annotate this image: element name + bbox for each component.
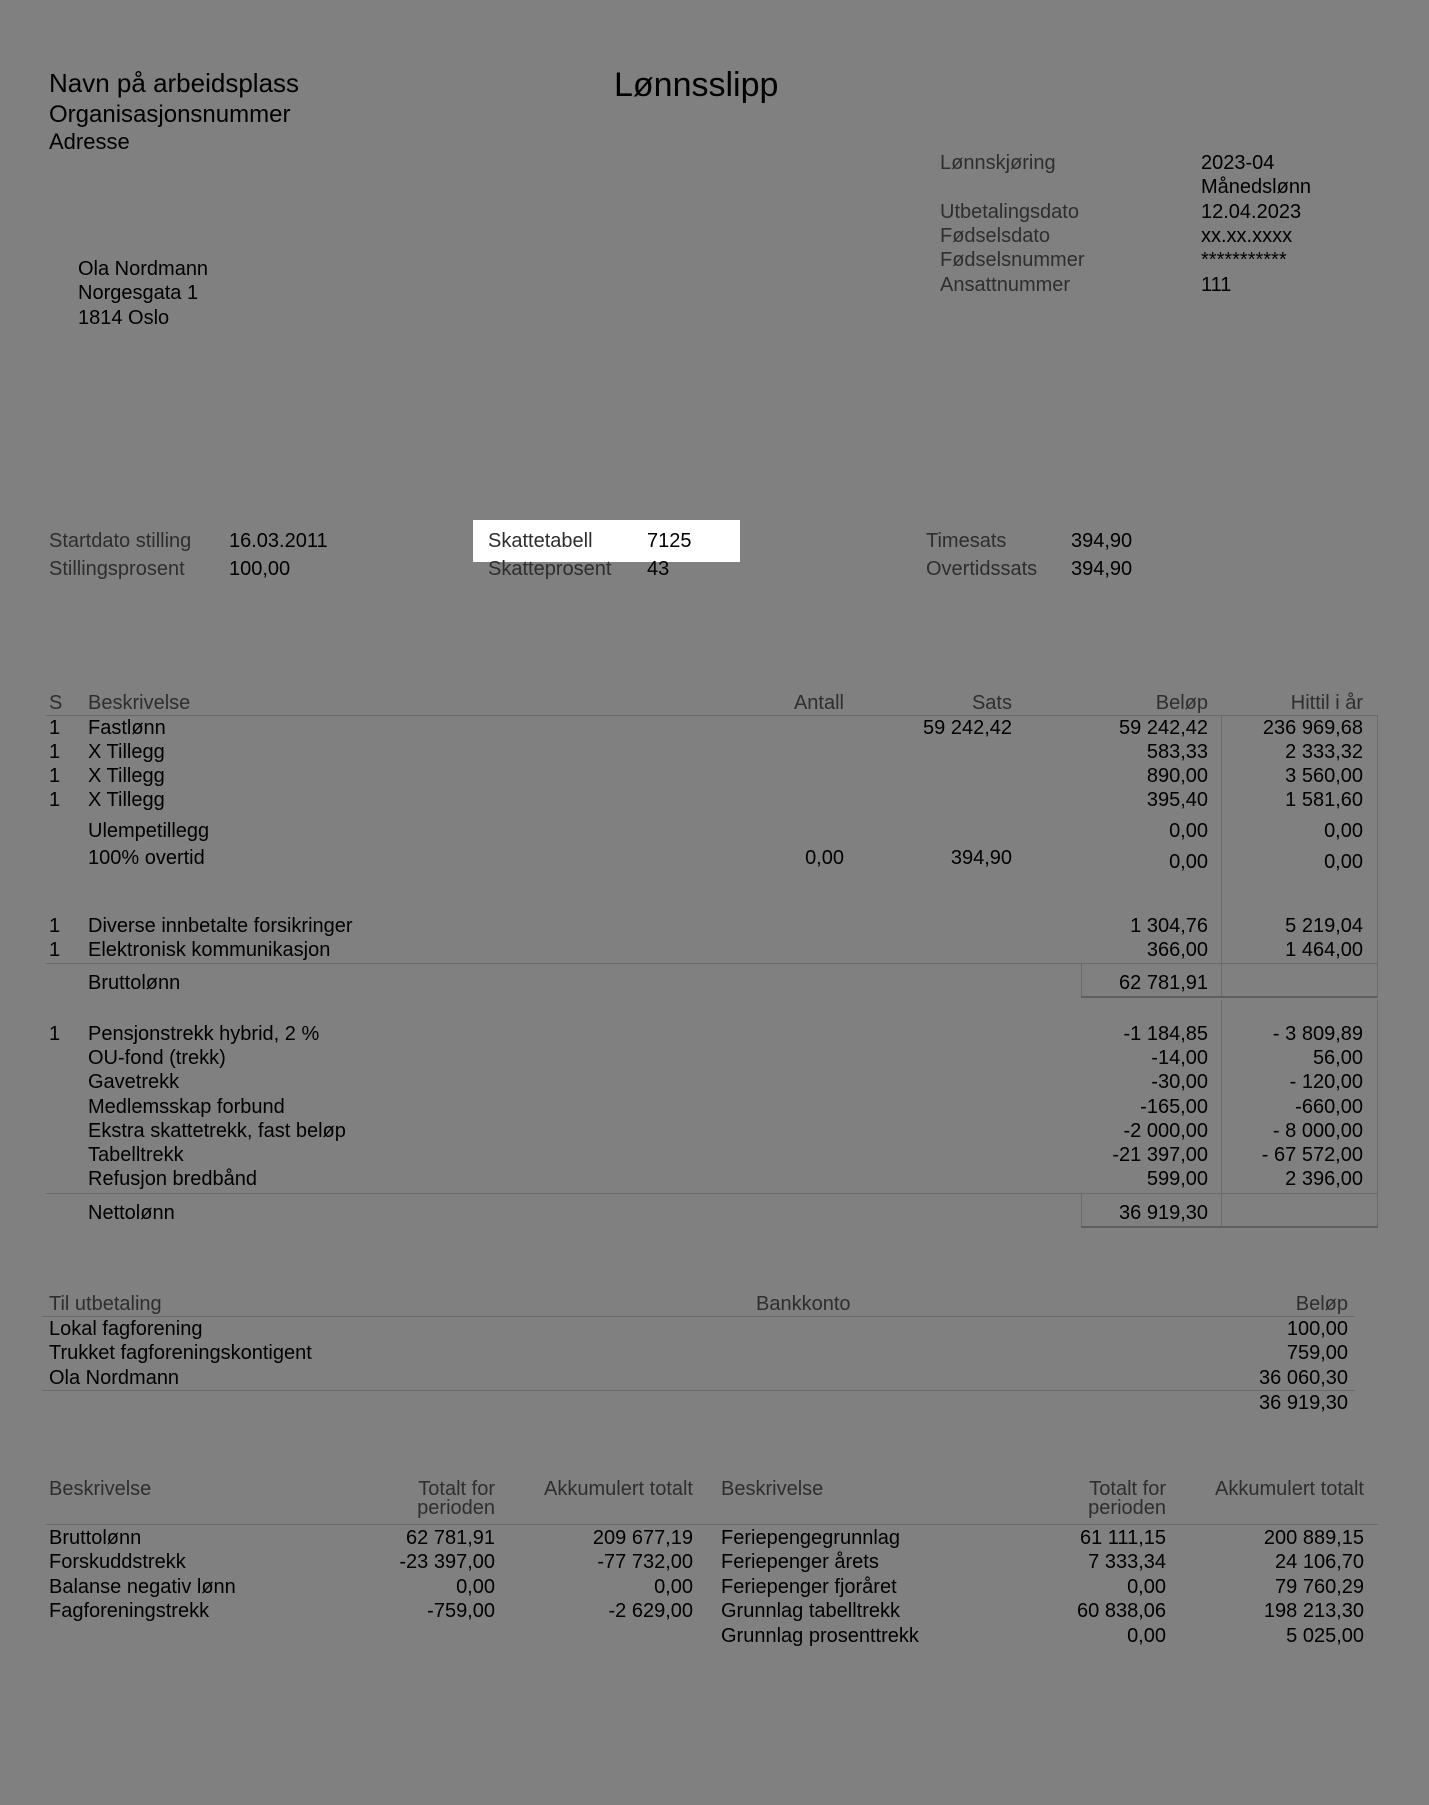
row-belop: -21 397,00 bbox=[1112, 1144, 1208, 1166]
row-belop: 366,00 bbox=[1146, 939, 1208, 961]
summary-label: Forskuddstrekk bbox=[49, 1551, 186, 1573]
hourly-rate-value: 394,90 bbox=[1071, 530, 1133, 552]
summary-row bbox=[0, 1527, 1429, 1551]
row-belop: 0,00 bbox=[1169, 820, 1208, 842]
row-hittil: - 3 809,89 bbox=[1272, 1023, 1363, 1045]
header-s: S bbox=[49, 692, 63, 714]
row-desc: Fastlønn bbox=[88, 717, 166, 739]
summary-accum: 24 106,70 bbox=[1275, 1551, 1364, 1573]
header-hittil: Hittil i år bbox=[1290, 692, 1363, 714]
row-belop: -165,00 bbox=[1140, 1096, 1208, 1118]
table-row bbox=[0, 1023, 1429, 1047]
payout-amount: 100,00 bbox=[1286, 1318, 1348, 1340]
payout-total-divider bbox=[42, 1390, 1355, 1391]
payout-header-label: Til utbetaling bbox=[49, 1293, 162, 1315]
gross-underline bbox=[1081, 996, 1378, 998]
row-belop: 59 242,42 bbox=[1119, 717, 1208, 739]
meta-row-utbetalingsdato bbox=[940, 201, 1340, 225]
table-row bbox=[0, 741, 1429, 765]
table-row bbox=[0, 717, 1429, 741]
payout-row bbox=[0, 1367, 1429, 1391]
hourly-rate-label: Timesats bbox=[926, 530, 1007, 552]
header-belop: Beløp bbox=[1155, 692, 1208, 714]
row-hittil: 1 581,60 bbox=[1285, 789, 1363, 811]
row-belop: 583,33 bbox=[1146, 741, 1208, 763]
payout-total-row bbox=[0, 1392, 1429, 1416]
table-row bbox=[0, 1144, 1429, 1168]
meta-value: xx.xx.xxxx bbox=[1201, 225, 1293, 247]
table-row bbox=[0, 765, 1429, 789]
row-hittil: - 67 572,00 bbox=[1261, 1144, 1363, 1166]
meta-value: Månedslønn bbox=[1201, 176, 1312, 198]
row-desc: Gavetrekk bbox=[88, 1071, 180, 1093]
row-desc: Medlemsskap forbund bbox=[88, 1096, 285, 1118]
gross-amount: 62 781,91 bbox=[1119, 972, 1208, 994]
header-sats: Sats bbox=[971, 692, 1012, 714]
summary-row bbox=[0, 1551, 1429, 1575]
summary-header-line2 bbox=[0, 1497, 1429, 1521]
net-amount: 36 919,30 bbox=[1119, 1202, 1208, 1224]
summary-label: Feriepenger årets bbox=[721, 1551, 879, 1573]
summary-accum: 79 760,29 bbox=[1275, 1576, 1364, 1598]
summary-header-divider bbox=[46, 1524, 1378, 1525]
tax-table-label: Skattetabell bbox=[488, 530, 593, 552]
row-desc: Pensjonstrekk hybrid, 2 % bbox=[88, 1023, 320, 1045]
row-hittil: 0,00 bbox=[1324, 851, 1363, 873]
summary-header-accum: Akkumulert totalt bbox=[544, 1478, 693, 1500]
summary-accum: -77 732,00 bbox=[597, 1551, 693, 1573]
summary-header-accum: Akkumulert totalt bbox=[1215, 1478, 1364, 1500]
row-desc: OU-fond (trekk) bbox=[88, 1047, 226, 1069]
table-row bbox=[0, 789, 1429, 813]
summary-label: Grunnlag prosenttrekk bbox=[721, 1625, 919, 1647]
table-row bbox=[0, 847, 1429, 871]
row-belop: 0,00 bbox=[1169, 851, 1208, 873]
row-hittil: 236 969,68 bbox=[1262, 717, 1363, 739]
start-date-value: 16.03.2011 bbox=[229, 530, 328, 552]
payout-row bbox=[0, 1342, 1429, 1366]
summary-accum: -2 629,00 bbox=[608, 1600, 693, 1622]
table-row bbox=[0, 939, 1429, 963]
meta-row-fodselsdato bbox=[940, 225, 1340, 249]
summary-label: Feriepenger fjoråret bbox=[721, 1576, 897, 1598]
row-belop: -2 000,00 bbox=[1123, 1120, 1208, 1142]
header-divider bbox=[46, 715, 1378, 716]
meta-value: *********** bbox=[1201, 249, 1287, 271]
row-belop: -14,00 bbox=[1151, 1047, 1208, 1069]
summary-header-period: Totalt for bbox=[418, 1478, 495, 1500]
table-row bbox=[0, 1071, 1429, 1095]
row-belop: 890,00 bbox=[1146, 765, 1208, 787]
row-s: 1 bbox=[49, 939, 61, 961]
summary-row bbox=[0, 1625, 1429, 1649]
summary-period: 60 838,06 bbox=[1077, 1600, 1166, 1622]
payout-header-amount: Beløp bbox=[1295, 1293, 1348, 1315]
divider bbox=[46, 963, 1378, 964]
row-s: 1 bbox=[49, 1023, 61, 1045]
summary-accum: 209 677,19 bbox=[592, 1527, 693, 1549]
payout-amount: 759,00 bbox=[1286, 1342, 1348, 1364]
row-belop: 395,40 bbox=[1146, 789, 1208, 811]
row-hittil: - 120,00 bbox=[1289, 1071, 1363, 1093]
recipient-name: Ola Nordmann bbox=[78, 258, 209, 280]
meta-value: 2023-04 bbox=[1201, 152, 1275, 174]
row-hittil: -660,00 bbox=[1295, 1096, 1363, 1118]
summary-label: Bruttolønn bbox=[49, 1527, 142, 1549]
row-hittil: 5 219,04 bbox=[1285, 915, 1363, 937]
row-desc: X Tillegg bbox=[88, 765, 165, 787]
summary-period: 0,00 bbox=[1127, 1625, 1166, 1647]
row-belop: -1 184,85 bbox=[1123, 1023, 1208, 1045]
company-name: Navn på arbeidsplass bbox=[49, 68, 300, 98]
meta-value: 111 bbox=[1201, 274, 1232, 296]
meta-label: Utbetalingsdato bbox=[940, 201, 1079, 223]
table-row bbox=[0, 915, 1429, 939]
row-hittil: 3 560,00 bbox=[1285, 765, 1363, 787]
divider bbox=[46, 1193, 1378, 1194]
payout-total: 36 919,30 bbox=[1259, 1392, 1348, 1414]
row-s: 1 bbox=[49, 789, 61, 811]
summary-period: -23 397,00 bbox=[399, 1551, 495, 1573]
position-percent-label: Stillingsprosent bbox=[49, 558, 185, 580]
summary-accum: 5 025,00 bbox=[1286, 1625, 1364, 1647]
meta-row-lonnskjoring bbox=[940, 152, 1340, 176]
summary-header-desc: Beskrivelse bbox=[721, 1478, 824, 1500]
payout-label: Ola Nordmann bbox=[49, 1367, 180, 1389]
row-s: 1 bbox=[49, 741, 61, 763]
summary-accum: 0,00 bbox=[654, 1576, 693, 1598]
row-desc: X Tillegg bbox=[88, 789, 165, 811]
overtime-rate-value: 394,90 bbox=[1071, 558, 1133, 580]
payout-label: Trukket fagforeningskontigent bbox=[49, 1342, 312, 1364]
gross-label: Bruttolønn bbox=[88, 972, 181, 994]
row-hittil: 2 396,00 bbox=[1285, 1168, 1363, 1190]
summary-period: 7 333,34 bbox=[1088, 1551, 1166, 1573]
summary-accum: 200 889,15 bbox=[1263, 1527, 1364, 1549]
payout-header bbox=[0, 1293, 1429, 1317]
table-row bbox=[0, 1120, 1429, 1144]
row-desc: Diverse innbetalte forsikringer bbox=[88, 915, 353, 937]
summary-period: 0,00 bbox=[1127, 1576, 1166, 1598]
overtime-rate-label: Overtidssats bbox=[926, 558, 1038, 580]
row-hittil: 1 464,00 bbox=[1285, 939, 1363, 961]
meta-label: Ansattnummer bbox=[940, 274, 1071, 296]
row-belop: 1 304,76 bbox=[1130, 915, 1208, 937]
row-desc: Ekstra skattetrekk, fast beløp bbox=[88, 1120, 346, 1142]
summary-label: Grunnlag tabelltrekk bbox=[721, 1600, 900, 1622]
row-desc: Refusjon bredbånd bbox=[88, 1168, 258, 1190]
company-address: Adresse bbox=[49, 129, 130, 154]
row-sats: 59 242,42 bbox=[923, 717, 1012, 739]
row-hittil: 0,00 bbox=[1324, 820, 1363, 842]
tax-percent-label: Skatteprosent bbox=[488, 558, 612, 580]
meta-value: 12.04.2023 bbox=[1201, 201, 1302, 223]
summary-label: Fagforeningstrekk bbox=[49, 1600, 210, 1622]
row-hittil: 56,00 bbox=[1312, 1047, 1363, 1069]
header-antall: Antall bbox=[793, 692, 844, 714]
meta-label: Lønnskjøring bbox=[940, 152, 1056, 174]
summary-label: Balanse negativ lønn bbox=[49, 1576, 236, 1598]
header-desc: Beskrivelse bbox=[88, 692, 191, 714]
recipient-city: 1814 Oslo bbox=[78, 307, 170, 329]
row-desc: X Tillegg bbox=[88, 741, 165, 763]
summary-header-desc: Beskrivelse bbox=[49, 1478, 152, 1500]
summary-period: -759,00 bbox=[427, 1600, 495, 1622]
page-title: Lønnsslipp bbox=[614, 66, 779, 104]
meta-label: Fødselsnummer bbox=[940, 249, 1085, 271]
summary-period: 62 781,91 bbox=[406, 1527, 495, 1549]
table-row bbox=[0, 1096, 1429, 1120]
table-row bbox=[0, 1047, 1429, 1071]
net-label: Nettolønn bbox=[88, 1202, 175, 1224]
payout-header-divider bbox=[42, 1316, 1355, 1317]
payout-header-account: Bankkonto bbox=[756, 1293, 851, 1315]
summary-label: Feriepengegrunnlag bbox=[721, 1527, 901, 1549]
summary-header-period-2: perioden bbox=[417, 1497, 495, 1519]
tax-table-value: 7125 bbox=[647, 530, 692, 552]
row-belop: -30,00 bbox=[1151, 1071, 1208, 1093]
summary-period: 61 111,15 bbox=[1079, 1527, 1166, 1549]
row-hittil: 2 333,32 bbox=[1285, 741, 1363, 763]
table-header bbox=[0, 692, 1429, 716]
table-row bbox=[0, 1168, 1429, 1192]
org-number: Organisasjonsnummer bbox=[49, 101, 291, 128]
meta-row-fodselsnummer bbox=[940, 249, 1340, 273]
row-antall: 0,00 bbox=[805, 847, 844, 869]
summary-header-period-2: perioden bbox=[1088, 1497, 1166, 1519]
row-desc: 100% overtid bbox=[88, 847, 205, 869]
table-row bbox=[0, 820, 1429, 844]
row-s: 1 bbox=[49, 915, 61, 937]
meta-row-type bbox=[940, 176, 1340, 200]
row-desc: Ulempetillegg bbox=[88, 820, 210, 842]
row-s: 1 bbox=[49, 717, 61, 739]
row-desc: Tabelltrekk bbox=[88, 1144, 184, 1166]
row-s: 1 bbox=[49, 765, 61, 787]
row-desc: Elektronisk kommunikasjon bbox=[88, 939, 331, 961]
payout-label: Lokal fagforening bbox=[49, 1318, 203, 1340]
row-belop: 599,00 bbox=[1146, 1168, 1208, 1190]
net-row bbox=[0, 1202, 1429, 1226]
tax-percent-value: 43 bbox=[647, 558, 670, 580]
payout-amount: 36 060,30 bbox=[1259, 1367, 1348, 1389]
position-percent-value: 100,00 bbox=[229, 558, 291, 580]
net-underline bbox=[1081, 1226, 1378, 1228]
summary-period: 0,00 bbox=[456, 1576, 495, 1598]
summary-row bbox=[0, 1576, 1429, 1600]
payout-row bbox=[0, 1318, 1429, 1342]
row-hittil: - 8 000,00 bbox=[1272, 1120, 1363, 1142]
summary-accum: 198 213,30 bbox=[1263, 1600, 1364, 1622]
summary-header-period: Totalt for bbox=[1089, 1478, 1166, 1500]
start-date-label: Startdato stilling bbox=[49, 530, 192, 552]
meta-label: Fødselsdato bbox=[940, 225, 1051, 247]
summary-row bbox=[0, 1600, 1429, 1624]
meta-row-ansattnummer bbox=[940, 274, 1340, 298]
row-sats: 394,90 bbox=[950, 847, 1012, 869]
gross-row bbox=[0, 972, 1429, 996]
recipient-street: Norgesgata 1 bbox=[78, 282, 199, 304]
